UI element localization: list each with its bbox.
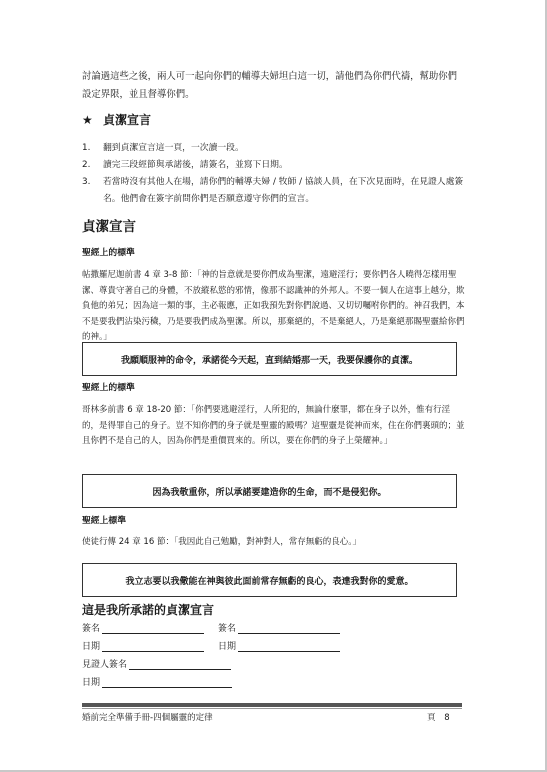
scripture-reference: 帖撒羅尼迦前書 4 章 3-8 節：: [82, 270, 198, 280]
scripture-reference: 哥林多前書 6 章 18-20 節：: [82, 405, 191, 415]
scripture-reference: 使徒行傳 24 章 16 節：: [82, 537, 174, 547]
step-number: 2.: [82, 160, 91, 170]
list-item: [82, 140, 467, 157]
date-label: 日期: [82, 678, 101, 688]
scripture-verse: [82, 535, 467, 551]
step-text: 讀完三段經節與承諾後，請簽名，並寫下日期。: [103, 160, 288, 170]
date-line[interactable]: [102, 676, 232, 688]
step-text: 若當時沒有其他人在場，請你們的輔導夫婦 / 牧師 / 協談人員，在下次見面時，在見證人處簽名。他們會在簽字前問你們是否願意遵守你們的宣言。: [103, 177, 464, 204]
step-number: 1.: [82, 143, 91, 153]
date-line[interactable]: [238, 640, 340, 652]
list-item: [82, 174, 467, 208]
commitment-text: 我願順服神的命令，承諾從今天起，直到結婚那一天，我要保護你的貞潔。: [120, 355, 418, 366]
scripture-text: 「神的旨意就是要你們成為聖潔，遠避淫行；要你們各人曉得怎樣用聖潔、尊貴守著自己的身體，不放縱私慾的邪情，像那不認識神的外邦人。不要一個人在這事上越分，欺負他的弟兄；因為這一類的事，主必報應，正如我預先對你們說過、又切切囑咐你們的。神召我們，本不是要我們沾染污穢，乃是要我們成為聖潔。所以，那棄絕的，不是棄絕人，乃是棄絕那賜聖靈給你們的神。」: [82, 270, 465, 342]
signature-line[interactable]: [102, 622, 204, 634]
steps-list: [82, 140, 467, 208]
date-field-1[interactable]: [82, 639, 204, 652]
signature-label: 簽名: [82, 624, 101, 634]
date-label: 日期: [82, 642, 101, 652]
signature-label: 簽名: [218, 624, 237, 634]
witness-date-field[interactable]: [82, 675, 232, 688]
date-label: 日期: [218, 642, 237, 652]
commitment-text: 因為我敬重你，所以承諾要建造你的生命，而不是侵犯你。: [152, 487, 387, 498]
star-heading: [82, 111, 151, 128]
page-number: [427, 711, 450, 723]
footer-divider-thin: [82, 708, 462, 709]
scripture-text: 「我因此自己勉勵，對神對人，常存無虧的良心。」: [173, 537, 361, 547]
commitment-box: [82, 342, 457, 376]
footer-title: 婚前完全準備手冊-四個屬靈的定律: [82, 713, 213, 723]
page-number-value: 8: [444, 713, 450, 723]
list-item: [82, 157, 467, 174]
page-label: 頁: [427, 713, 436, 723]
commitment-text: 我立志要以我儆能在神與彼此面前常存無虧的良心，表達我對你的愛意。: [125, 576, 414, 587]
commitment-box: [82, 563, 457, 597]
section-heading: 聖經上的標準: [82, 248, 135, 258]
footer-divider: [82, 703, 462, 707]
witness-label: 見證人簽名: [82, 660, 128, 670]
intro-paragraph: 討論過這些之後，兩人可一起向你們的輔導夫婦坦白這一切，請他們為你們代禱，幫助你們設定界限，並且督導你們。: [82, 71, 458, 100]
step-number: 3.: [82, 177, 91, 187]
star-heading-text: 貞潔宣言: [102, 113, 151, 127]
step-text: 翻到貞潔宣言這一頁，一次讀一段。: [103, 143, 244, 153]
signature-line[interactable]: [238, 622, 340, 634]
commitment-box: [82, 474, 457, 508]
date-line[interactable]: [102, 640, 204, 652]
date-field-2[interactable]: [218, 639, 340, 652]
section-heading: 聖經上的標準: [82, 383, 135, 393]
section-heading: 聖經上標準: [82, 516, 126, 526]
declaration-title: 貞潔宣言: [82, 219, 136, 235]
commitment-title: 這是我所承諾的貞潔宣言: [82, 603, 215, 617]
signature-field-2[interactable]: [218, 621, 340, 634]
witness-field[interactable]: [82, 657, 231, 670]
witness-line[interactable]: [129, 658, 231, 670]
star-icon: ★: [82, 113, 93, 127]
scripture-verse: [82, 268, 467, 346]
signature-field-1[interactable]: [82, 621, 204, 634]
scripture-verse: [82, 403, 467, 450]
scripture-text: 「你們要逃避淫行，人所犯的，無論什麼罪，都在身子以外，惟有行淫的，是得罪自己的身子。豈不知你們的身子就是聖靈的殿嗎？這聖靈是從神而來，住在你們裏頭的；並且你們不是自己的人，因為你們是重價買來的。所以，要在你們的身子上榮耀神。」: [82, 405, 465, 446]
